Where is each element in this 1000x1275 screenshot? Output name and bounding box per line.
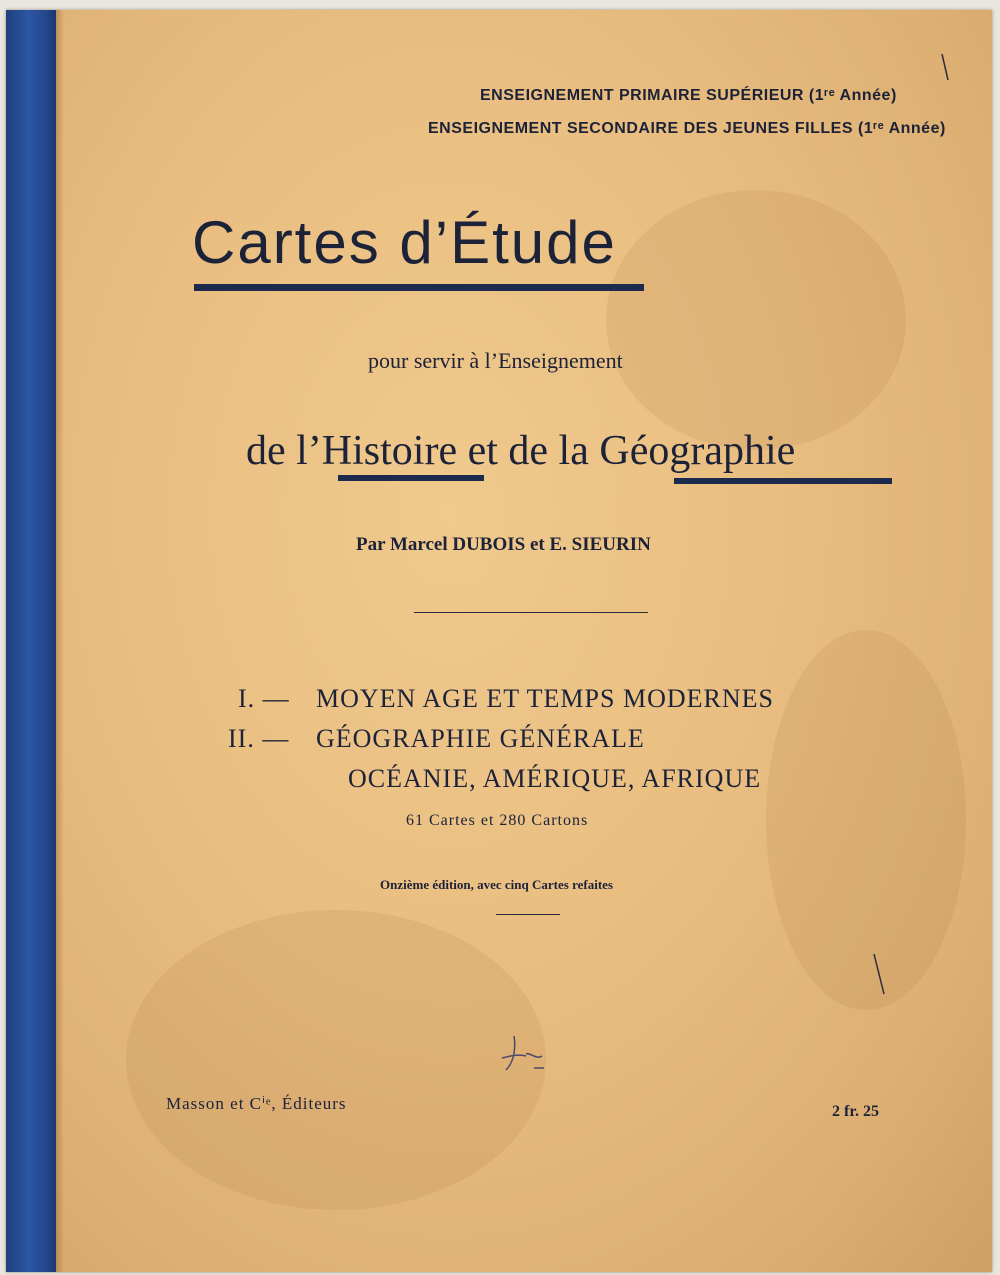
- authors-line: Par Marcel DUBOIS et E. SIEURIN: [356, 534, 651, 555]
- header-line-secondary: ENSEIGNEMENT SECONDAIRE DES JEUNES FILLES (1ʳᵉ Année): [428, 120, 946, 137]
- paper-stain: [606, 190, 906, 450]
- histoire-underline: [338, 475, 484, 481]
- paper-stain: [766, 630, 966, 1010]
- scratch-mark: [936, 50, 956, 90]
- contents-item: GÉOGRAPHIE GÉNÉRALE: [316, 724, 645, 753]
- spine-shadow: [56, 10, 64, 1272]
- cover-title: Cartes d’Étude: [192, 209, 617, 276]
- price-label: 2 fr. 25: [832, 1103, 879, 1120]
- subtitle-line1: pour servir à l’Enseignement: [368, 348, 623, 373]
- contents-number: II. —: [228, 724, 290, 753]
- title-underline: [194, 284, 644, 291]
- header-line-primary: ENSEIGNEMENT PRIMAIRE SUPÉRIEUR (1ʳᵉ Année): [480, 87, 897, 104]
- publisher-name: Masson et Cⁱᵉ, Éditeurs: [166, 1094, 347, 1113]
- edition-note: Onzième édition, avec cinq Cartes refaites: [380, 877, 613, 892]
- map-count: 61 Cartes et 280 Cartons: [406, 812, 589, 829]
- contents-number: I. —: [238, 684, 290, 713]
- paper-stain: [126, 910, 546, 1210]
- contents-item: MOYEN AGE ET TEMPS MODERNES: [316, 684, 774, 713]
- cloth-spine: [6, 10, 56, 1272]
- book-cover: [6, 10, 992, 1272]
- contents-item: OCÉANIE, AMÉRIQUE, AFRIQUE: [348, 764, 762, 793]
- subtitle-line2: de l’Histoire et de la Géographie: [246, 428, 796, 474]
- divider-rule: [496, 914, 560, 915]
- divider-rule: [414, 612, 648, 613]
- scratch-mark: [870, 950, 890, 1000]
- geographie-underline: [674, 478, 892, 484]
- handwritten-mark: [496, 1030, 556, 1080]
